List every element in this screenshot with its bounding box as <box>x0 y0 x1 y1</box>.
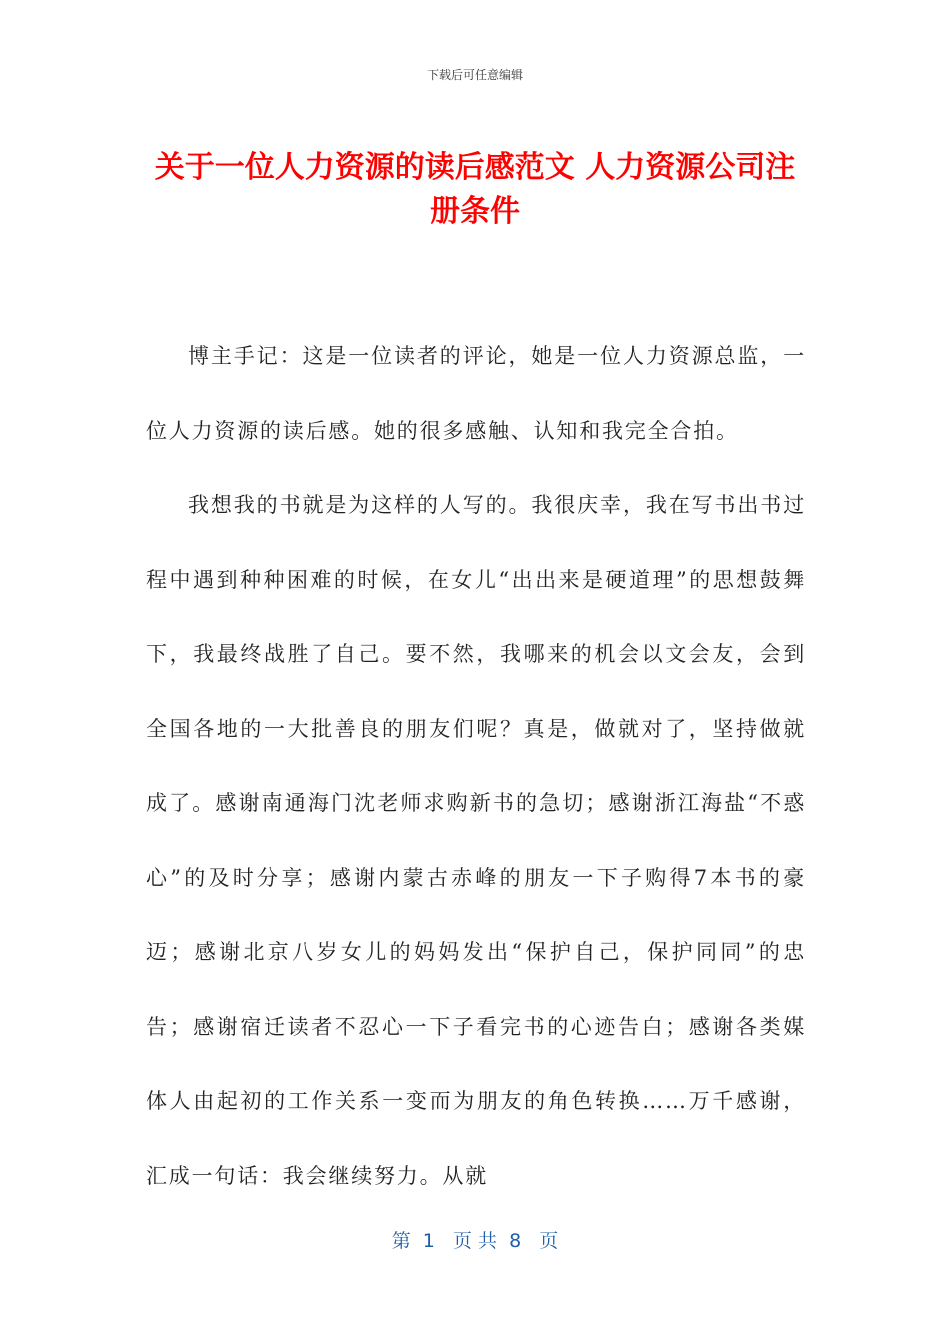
document-body <box>146 319 806 1213</box>
paragraph: 我想我的书就是为这样的人写的。我很庆幸，我在写书出书过程中遇到种种困难的时候，在女儿“出出来是硬道理”的思想鼓舞下，我最终战胜了自己。要不然，我哪来的机会以文会友，会到全国各地的一大批善良的朋友们呢？真是，做就对了，坚持做就成了。感谢南通海门沈老师求购新书的急切；感谢浙江海盐“不惑心”的及时分享；感谢内蒙古赤峰的朋友一下子购得7本书的豪迈；感谢北京八岁女儿的妈妈发出“保护自己，保护同同”的忠告；感谢宿迁读者不忍心一下子看完书的心迹告白；感谢各类媒体人由起初的工作关系一变而为朋友的角色转换……万千感谢，汇成一句话：我会继续努力。从就 <box>146 493 806 1188</box>
page-footer: 第 1 页 共 8 页 <box>391 1230 559 1252</box>
paragraph: 博主手记：这是一位读者的评论，她是一位人力资源总监，一位人力资源的读后感。她的很多感触、认知和我完全合拍。 <box>146 344 806 443</box>
document-title: 关于一位人力资源的读后感范文 人力资源公司注册条件 <box>154 150 796 229</box>
header-note: 下载后可任意编辑 <box>426 68 523 82</box>
